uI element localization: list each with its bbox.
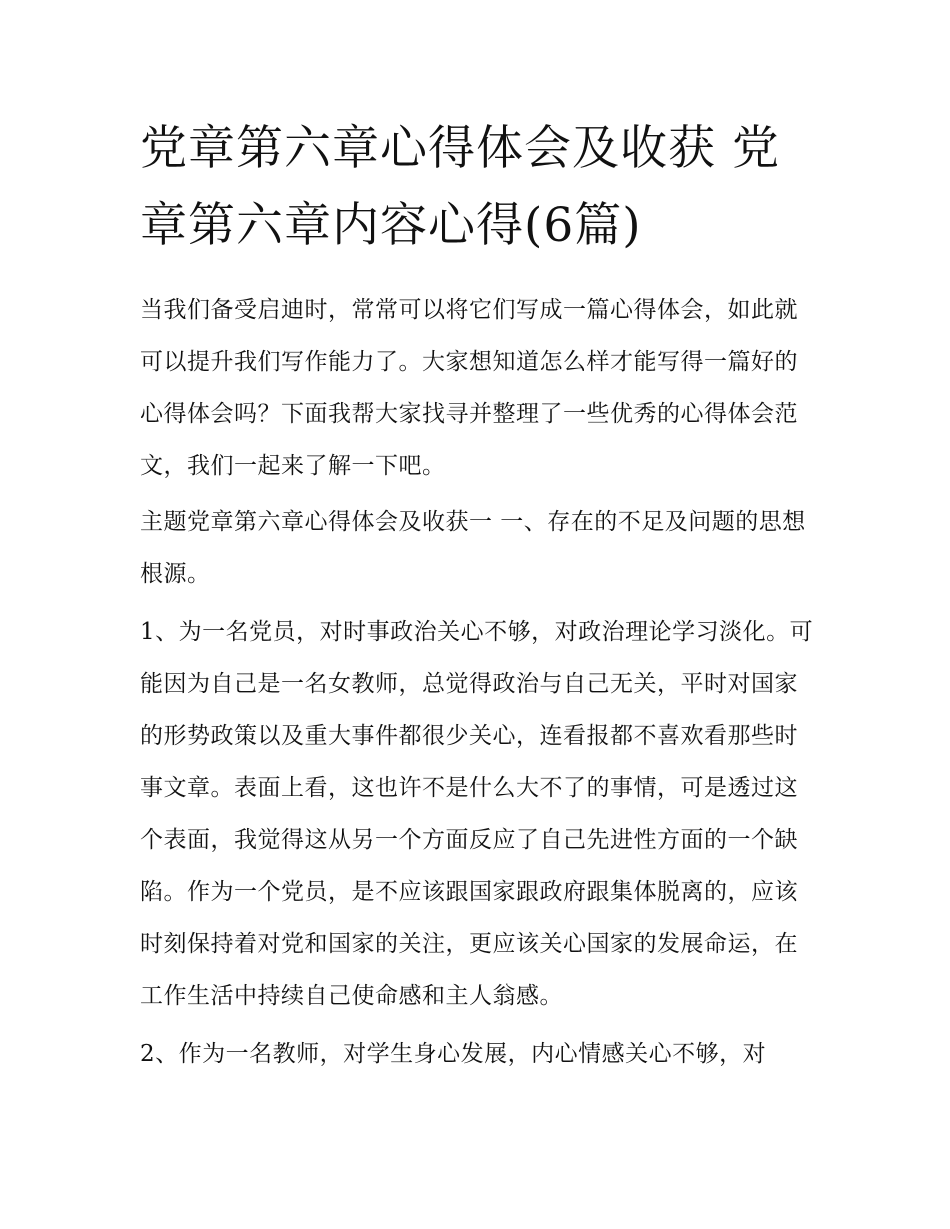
intro-paragraph: 当我们备受启迪时，常常可以将它们写成一篇心得体会，如此就可以提升我们写作能力了。大家想知道怎么样才能写得一篇好的心得体会吗？下面我帮大家找寻并整理了一些优秀的心得体会范文，我们一起来了解一下吧。 xyxy=(140,297,798,479)
document-title: 党章第六章心得体会及收获 党章第六章内容心得(6篇) xyxy=(140,121,780,253)
point-2-paragraph: 2、作为一名教师，对学生身心发展，内心情感关心不够，对 xyxy=(140,1041,767,1067)
document-page xyxy=(140,110,820,1080)
section-heading-paragraph: 主题党章第六章心得体会及收获一 一、存在的不足及问题的思想根源。 xyxy=(140,509,806,587)
point-1-paragraph: 1、为一名党员，对时事政治关心不够，对政治理论学习淡化。可能因为自己是一名女教师，总觉得政治与自己无关，平时对国家的形势政策以及重大事件都很少关心，连看报都不喜欢看那些时事文章。表面上看，这也许不是什么大不了的事情，可是透过这个表面，我觉得这从另一个方面反应了自己先进性方面的一个缺陷。作为一个党员，是不应该跟国家跟政府跟集体脱离的，应该时刻保持着对党和国家的关注，更应该关心国家的发展命运，在工作生活中持续自己使命感和主人翁感。 xyxy=(140,619,814,1009)
